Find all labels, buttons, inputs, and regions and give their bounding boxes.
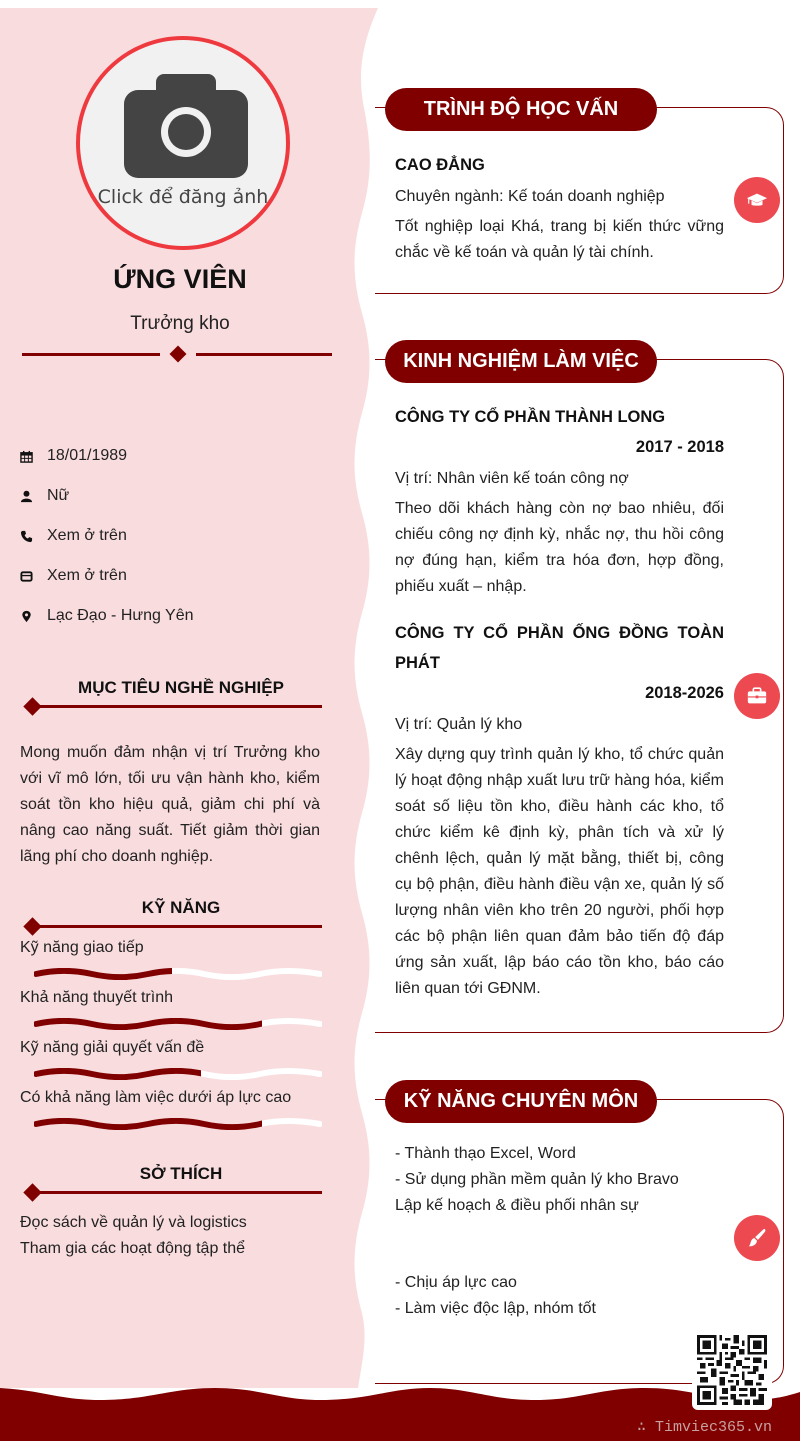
pro-skill-line: - Làm việc độc lập, nhóm tốt xyxy=(395,1300,596,1317)
address-value: Lạc Đạo - Hưng Yên xyxy=(47,607,194,624)
photo-caption: Click để đăng ảnh xyxy=(97,186,269,208)
education-content[interactable] xyxy=(395,150,724,266)
skill-level-bar[interactable] xyxy=(34,968,322,980)
experience-title: KINH NGHIỆM LÀM VIỆC xyxy=(385,340,657,383)
skill-label: Kỹ năng giao tiếp xyxy=(20,939,144,956)
skills-title: KỸ NĂNG xyxy=(141,898,221,917)
experience-content[interactable] xyxy=(395,402,724,1002)
objective-text[interactable]: Mong muốn đảm nhận vị trí Trưởng kho với vĩ mô lớn, tối ưu vận hành kho, kiểm soát tồn kho hiệu quả, giảm chi phí và nâng cao năng suất. Tiết giảm thời gian lãng phí cho doanh nghiệp. xyxy=(20,744,320,865)
email-value: Xem ở trên xyxy=(47,567,127,584)
pro-skill-line: - Sử dụng phần mềm quản lý kho Bravo xyxy=(395,1171,679,1188)
job-description: Xây dựng quy trình quản lý kho, tổ chức quản lý hoạt động nhập xuất lưu trữ hàng hóa, kiểm soát số liệu tồn kho, điều hành các kho, tổ chức kiểm kê định kỳ, phân tích và xử lý chênh lệch, quản lý mặt bằng, thiết bị, công cụ bộ phận, điều hành điều vận xe, quản lý số lượng nhân viên kho trên 20 người, phối hợp các bộ phận liên quan đảm bảo tiến độ đáp ứng sản xuất, lập báo cáo tồn kho, báo cáo liên quan tới GĐNM. xyxy=(395,746,724,997)
location-icon xyxy=(20,610,47,623)
photo-upload[interactable] xyxy=(76,36,290,250)
hobbies-heading xyxy=(22,1164,322,1194)
job-entry xyxy=(395,402,724,600)
sidebar xyxy=(0,0,340,1390)
birthdate-value: 18/01/1989 xyxy=(47,447,128,464)
job-description: Theo dõi khách hàng còn nợ bao nhiêu, đối chiếu công nợ định kỳ, nhắc nợ, thu hồi công nợ đúng hạn, kiểm tra hóa đơn, hợp đồng, phiếu xuất – nhập. xyxy=(395,500,724,595)
hobbies-title: SỞ THÍCH xyxy=(139,1164,223,1183)
pro-skills-title: KỸ NĂNG CHUYÊN MÔN xyxy=(385,1080,657,1123)
skills-heading xyxy=(22,898,322,928)
skill-item xyxy=(20,935,320,985)
phone-icon xyxy=(20,530,47,543)
calendar-icon xyxy=(20,450,47,463)
objective-title: MỤC TIÊU NGHỀ NGHIỆP xyxy=(78,678,284,697)
education-description: Tốt nghiệp loại Khá, trang bị kiến thức vững chắc về kế toán và quản lý tài chính. xyxy=(395,218,724,261)
education-major: Chuyên ngành: Kế toán doanh nghiệp xyxy=(395,188,665,205)
job-position: Vị trí: Quản lý kho xyxy=(395,716,523,733)
gender-value: Nữ xyxy=(47,487,70,504)
job-position: Vị trí: Nhân viên kế toán công nợ xyxy=(395,470,629,487)
camera-icon xyxy=(124,70,248,178)
pro-skill-line: - Thành thạo Excel, Word xyxy=(395,1145,576,1162)
contact-email[interactable] xyxy=(20,556,320,596)
hobby-item: Tham gia các hoạt động tập thể xyxy=(20,1240,246,1257)
hobby-item: Đọc sách về quản lý và logistics xyxy=(20,1214,247,1231)
paint-brush-icon xyxy=(734,1215,780,1261)
contact-gender[interactable] xyxy=(20,476,320,516)
skills-list xyxy=(20,935,320,1135)
job-entry xyxy=(395,618,724,1002)
skill-label: Có khả năng làm việc dưới áp lực cao xyxy=(20,1089,292,1106)
contact-address[interactable] xyxy=(20,596,320,636)
user-icon xyxy=(20,490,47,503)
job-company: CÔNG TY CỔ PHẦN THÀNH LONG xyxy=(395,408,666,426)
qr-code[interactable] xyxy=(692,1330,772,1410)
skill-item xyxy=(20,985,320,1035)
skill-level-bar[interactable] xyxy=(34,1068,322,1080)
education-degree: CAO ĐẲNG xyxy=(395,156,485,174)
skill-item xyxy=(20,1085,320,1135)
job-title[interactable]: Trưởng kho xyxy=(130,313,230,334)
skill-level-bar[interactable] xyxy=(34,1118,322,1130)
contact-info xyxy=(20,436,320,636)
briefcase-icon xyxy=(734,673,780,719)
job-company: CÔNG TY CỔ PHẦN ỐNG ĐỒNG TOÀN xyxy=(395,624,724,642)
skill-level-bar[interactable] xyxy=(34,1018,322,1030)
name-divider xyxy=(22,346,332,362)
hobbies-list[interactable] xyxy=(20,1210,320,1262)
skill-label: Khả năng thuyết trình xyxy=(20,989,173,1006)
education-title: TRÌNH ĐỘ HỌC VẤN xyxy=(385,88,657,131)
brand-watermark[interactable]: ∴ Timviec365.vn xyxy=(636,1419,772,1436)
skill-item xyxy=(20,1035,320,1085)
phone-value: Xem ở trên xyxy=(47,527,127,544)
contact-birthdate[interactable] xyxy=(20,436,320,476)
job-company-cont: PHÁT xyxy=(395,654,440,672)
pro-skill-line: - Chịu áp lực cao xyxy=(395,1274,517,1291)
contact-phone[interactable] xyxy=(20,516,320,556)
job-period: 2017 - 2018 xyxy=(635,438,724,456)
objective-heading xyxy=(22,678,322,708)
job-period: 2018-2026 xyxy=(645,684,724,702)
graduation-cap-icon xyxy=(734,177,780,223)
skill-label: Kỹ năng giải quyết vấn đề xyxy=(20,1039,205,1056)
pro-skill-line: Lập kế hoạch & điều phối nhân sự xyxy=(395,1197,639,1214)
candidate-name[interactable]: ỨNG VIÊN xyxy=(113,264,247,294)
pro-skills-content[interactable] xyxy=(395,1141,724,1322)
email-icon xyxy=(20,570,47,583)
